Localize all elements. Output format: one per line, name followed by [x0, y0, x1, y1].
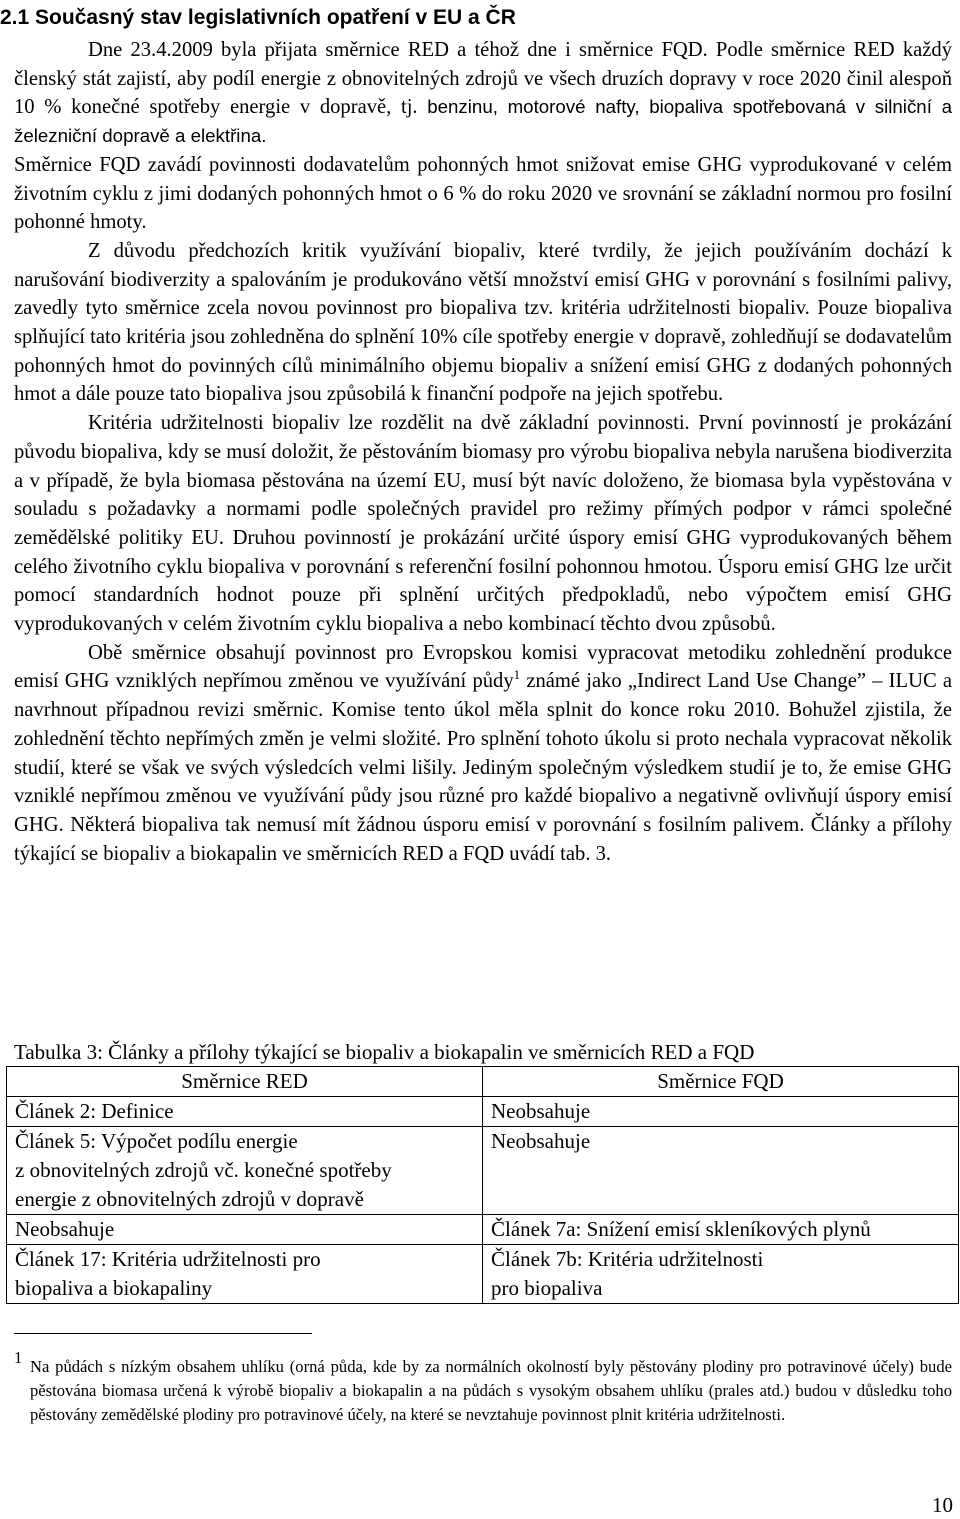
- table-cell-red: Článek 2: Definice: [7, 1097, 483, 1127]
- paragraph-4: [14, 639, 952, 869]
- paragraph-4-part-a: Obě směrnice obsahují povinnost pro Evropskou komisi vypracovat metodiku zohlednění produkce emisí GHG vzniklých nepřímou změnou ve využívání půdy: [14, 641, 952, 693]
- footnote-text: Na půdách s nízkým obsahem uhlíku (orná půda, kde by za normálních okolností byly pěstovány plodiny pro potravinové účely) bude pěstována biomasa určená k výrobě biopaliv a biokapalin a na půdách s vysokým obsahem uhlíku (prales atd.) budou v důsledku toho pěstovány zemědělské plodiny pro potravinové účely, na které se nevztahuje povinnost plnit kritéria udržitelnosti.: [30, 1357, 952, 1424]
- footnote-reference[interactable]: 1: [513, 667, 521, 683]
- table-cell-fqd: Článek 7b: Kritéria udržitelnosti pro biopaliva: [483, 1245, 959, 1304]
- table-row: [7, 1127, 959, 1215]
- footnote-mark: 1: [14, 1348, 23, 1367]
- table-header-fqd: Směrnice FQD: [483, 1067, 959, 1097]
- directives-table: [6, 1066, 959, 1304]
- body-text: [14, 36, 952, 868]
- paragraph-1-part-b: benzinu, motorové nafty, biopaliva spotřebovaná v silniční a železniční dopravě a elektřina.: [14, 96, 952, 147]
- section-heading: 2.1 Současný stav legislativních opatření v EU a ČR: [0, 6, 516, 29]
- table-header-red: Směrnice RED: [7, 1067, 483, 1097]
- paragraph-1-part-a: Dne 23.4.2009 byla přijata směrnice RED a téhož dne i směrnice FQD. Podle směrnice RED každý členský stát zajistí, aby podíl energie z obnovitelných zdrojů ve všech druzích dopravy v roce 2020 činil alespoň 10 % konečné spotřeby energie v dopravě, tj.: [14, 39, 952, 119]
- table-caption: Tabulka 3: Články a přílohy týkající se biopaliv a biokapalin ve směrnicích RED a FQD: [14, 1040, 755, 1064]
- table-row: [7, 1245, 959, 1304]
- paragraph-2: Z důvodu předchozích kritik využívání biopaliv, které tvrdily, že jejich používáním dochází k narušování biodiverzity a spalováním je produkováno větší množství emisí GHG v porovnání s fosilními palivy, zavedly tyto směrnice zcela novou povinnost pro biopaliva tzv. kritéria udržitelnosti biopaliv. Pouze biopaliva splňující tato kritéria jsou zohledněna do splnění 10% cíle spotřeby energie v dopravě, zohledňují se dodavatelům pohonných hmot do povinných cílů minimálního objemu biopaliv a snížení emisí GHG z dodaných pohonných hmot a dále pouze tato biopaliva jsou způsobilá k finanční podpoře na jejich spotřebu.: [14, 239, 952, 406]
- table-cell-red: Neobsahuje: [7, 1215, 483, 1245]
- table-row: [7, 1097, 959, 1127]
- paragraph-1c: Směrnice FQD zavádí povinnosti dodavatelům pohonných hmot snižovat emise GHG vyprodukované v celém životním cyklu z jimi dodaných pohonných hmot o 6 % do roku 2020 ve srovnání se základní normou pro fosilní pohonné hmoty.: [14, 153, 952, 234]
- table-row: [7, 1215, 959, 1245]
- table-cell-fqd: Článek 7a: Snížení emisí skleníkových plynů: [483, 1215, 959, 1245]
- table-header-row: [7, 1067, 959, 1097]
- footnote: [14, 1346, 952, 1424]
- paragraph-3: Kritéria udržitelnosti biopaliv lze rozdělit na dvě základní povinnosti. První povinností je prokázání původu biopaliva, kdy se musí doložit, že pěstováním biomasy pro výrobu biopaliva nebyla narušena biodiverzita a v případě, že byla biomasa pěstována na území EU, musí být navíc doloženo, že biomasa byla vypěstována v souladu s požadavky a normami podle společných pravidel pro režimy přímých podpor v rámci společné zemědělské politiky EU. Druhou povinností je prokázání určité úspory emisí GHG vyprodukovaných během celého životního cyklu biopaliva v porovnání s referenční fosilní pohonnou hmotou. Úsporu emisí GHG lze určit pomocí standardních hodnot pouze při splnění určitých předpokladů, nebo výpočtem emisí GHG vyprodukovaných v celém životním cyklu biopaliva a nebo kombinací těchto dvou způsobů.: [14, 412, 952, 636]
- footnote-divider: [14, 1333, 312, 1334]
- table-cell-fqd: Neobsahuje: [483, 1127, 959, 1215]
- table-cell-fqd: Neobsahuje: [483, 1097, 959, 1127]
- table-cell-red: Článek 5: Výpočet podílu energie z obnovitelných zdrojů vč. konečné spotřeby energie z obnovitelných zdrojů v dopravě: [7, 1127, 483, 1215]
- table-cell-red: Článek 17: Kritéria udržitelnosti pro biopaliva a biokapaliny: [7, 1245, 483, 1304]
- paragraph-4-part-b: známé jako „Indirect Land Use Change” – ILUC a navrhnout případnou revizi směrnic. Komise tento úkol měla splnit do konce roku 2010. Bohužel zjistila, že zohlednění těchto nepřímých změn je velmi složité. Pro splnění tohoto úkolu si proto nechala vypracovat několik studií, které se však ve svých výsledcích velmi lišily. Jediným společným výsledkem studií je to, že emise GHG vzniklé nepřímou změnou ve využívání půdy jsou různé pro každé biopalivo a negativně ovlivňují úspory emisí GHG. Některá biopaliva tak nemusí mít žádnou úsporu emisí v porovnání s fosilním palivem. Články a přílohy týkající se biopaliv a biokapalin ve směrnicích RED a FQD uvádí tab. 3.: [14, 670, 953, 865]
- page-number: 10: [932, 1493, 953, 1517]
- paragraph-1: [14, 36, 952, 151]
